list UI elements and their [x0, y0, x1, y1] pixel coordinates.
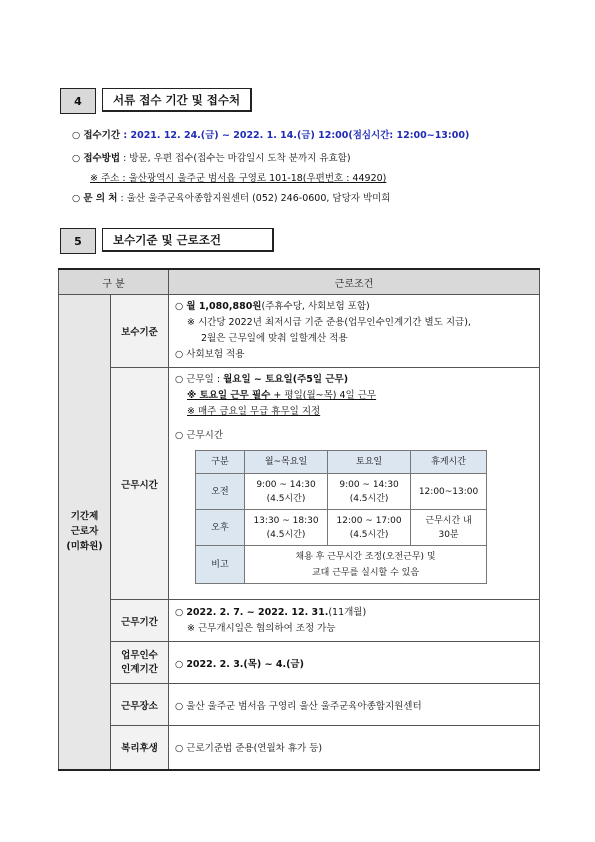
row-label-hours: 근무시간 [111, 368, 169, 600]
workday-label: ○ 근무일 : [175, 374, 224, 385]
col-header: 토요일 [328, 451, 411, 474]
pay-note: (주휴수당, 사회보험 포함) [261, 301, 370, 312]
row-label: 오후 [196, 510, 245, 546]
header-category: 구 분 [59, 269, 169, 295]
row-label: 오전 [196, 474, 245, 510]
section-4-header [60, 88, 252, 114]
hours-content [169, 368, 540, 600]
cell: 13:30 ~ 18:30 (4.5시간) [245, 510, 328, 546]
receipt-period-label: 접수기간 [83, 130, 121, 141]
monthly-pay: 월 1,080,880원 [186, 301, 262, 312]
note-cell: 채용 후 근무시간 조정(오전근무) 및 교대 근무를 실시할 수 있음 [245, 546, 487, 584]
section-number: 4 [60, 88, 96, 114]
receipt-method-line [72, 150, 351, 164]
row-label-handover: 업무인수 인계기간 [111, 642, 169, 684]
table-row [59, 684, 540, 726]
hours-table [195, 450, 487, 584]
row-label-welfare: 복리후생 [111, 726, 169, 770]
contact-line [72, 190, 391, 204]
header-conditions: 근로조건 [169, 269, 540, 295]
col-header: 휴게시간 [411, 451, 487, 474]
cell: 12:00~13:00 [411, 474, 487, 510]
receipt-method-label: 접수방법 [83, 153, 121, 164]
period-note: ※ 근무개시일은 협의하여 조정 가능 [187, 622, 336, 634]
row-label-place: 근무장소 [111, 684, 169, 726]
table-row [59, 642, 540, 684]
period-content [169, 600, 540, 642]
table-row [59, 295, 540, 368]
section-title: 서류 접수 기간 및 접수처 [102, 88, 252, 112]
address-text: ※ 주소 : 울산광역시 울주군 범서읍 구영로 101-18(우편번호 : 44920) [90, 173, 387, 184]
pay-prorate: 2월은 근무일에 맞춰 일할계산 적용 [201, 333, 348, 344]
pay-basis: ※ 시간당 2022년 최저시급 기준 준용(업무인수인계기간 별도 지급), [187, 317, 471, 328]
hours-header-row [196, 451, 487, 474]
hours-row-note [196, 546, 487, 584]
hours-subtitle: ○ 근무시간 [175, 430, 224, 441]
row-label: 비고 [196, 546, 245, 584]
place-content: ○ 울산 울주군 범서읍 구영리 울산 울주군육아종합지원센터 [169, 684, 540, 726]
table-row [59, 600, 540, 642]
cell: 12:00 ~ 17:00 (4.5시간) [328, 510, 411, 546]
section-5-header [60, 228, 274, 254]
cell: 9:00 ~ 14:30 (4.5시간) [245, 474, 328, 510]
pay-content [169, 295, 540, 368]
col-header: 월~목요일 [245, 451, 328, 474]
conditions-table [58, 268, 540, 771]
section-number: 5 [60, 228, 96, 254]
table-row [59, 726, 540, 770]
handover-content [169, 642, 540, 684]
bullet: ○ [72, 130, 81, 141]
bullet: ○ [72, 193, 81, 204]
bullet: ○ [175, 606, 187, 618]
cell: 근무시간 내 30분 [411, 510, 487, 546]
contact-value: : 울산 울주군육아종합지원센터 (052) 246-0600, 담당자 박미희 [117, 193, 391, 204]
separator: : [120, 130, 131, 141]
row-label-period: 근무기간 [111, 600, 169, 642]
receipt-period-value: 2021. 12. 24.(금) ~ 2022. 1. 14.(금) 12:00(점심시간: 12:00~13:00) [130, 130, 470, 141]
receipt-method-value: : 방문, 우편 접수(접수는 마감일시 도착 분까지 유효함) [120, 153, 351, 164]
address-note [90, 170, 386, 184]
saturday-required: ※ 토요일 근무 필수 [187, 390, 271, 401]
bullet: ○ [72, 153, 81, 164]
social-insurance: ○ 사회보험 적용 [175, 349, 245, 360]
hours-row-pm [196, 510, 487, 546]
friday-off: ※ 매주 금요일 무급 휴무일 지정 [187, 406, 321, 417]
receipt-period-line [72, 127, 469, 141]
worker-category: 기간제 근로자 (미화원) [59, 295, 111, 770]
table-row [59, 368, 540, 600]
hours-row-am [196, 474, 487, 510]
welfare-content: ○ 근로기준법 준용(연월차 휴가 등) [169, 726, 540, 770]
cell: 9:00 ~ 14:30 (4.5시간) [328, 474, 411, 510]
weekday-count: + 평일(월~목) 4일 근무 [270, 390, 377, 401]
section-title: 보수기준 및 근로조건 [102, 228, 274, 252]
workday-value: 월요일 ~ 토요일(주5일 근무) [223, 374, 349, 385]
handover-value: 2022. 2. 3.(목) ~ 4.(금) [186, 658, 304, 670]
row-label-pay: 보수기준 [111, 295, 169, 368]
period-value: 2022. 2. 7. ~ 2022. 12. 31. [186, 606, 329, 618]
contact-label: 문 의 처 [83, 193, 118, 204]
period-months: (11개월) [328, 606, 367, 618]
bullet: ○ [175, 658, 187, 670]
table-header-row [59, 269, 540, 295]
col-header: 구분 [196, 451, 245, 474]
bullet: ○ [175, 301, 184, 312]
